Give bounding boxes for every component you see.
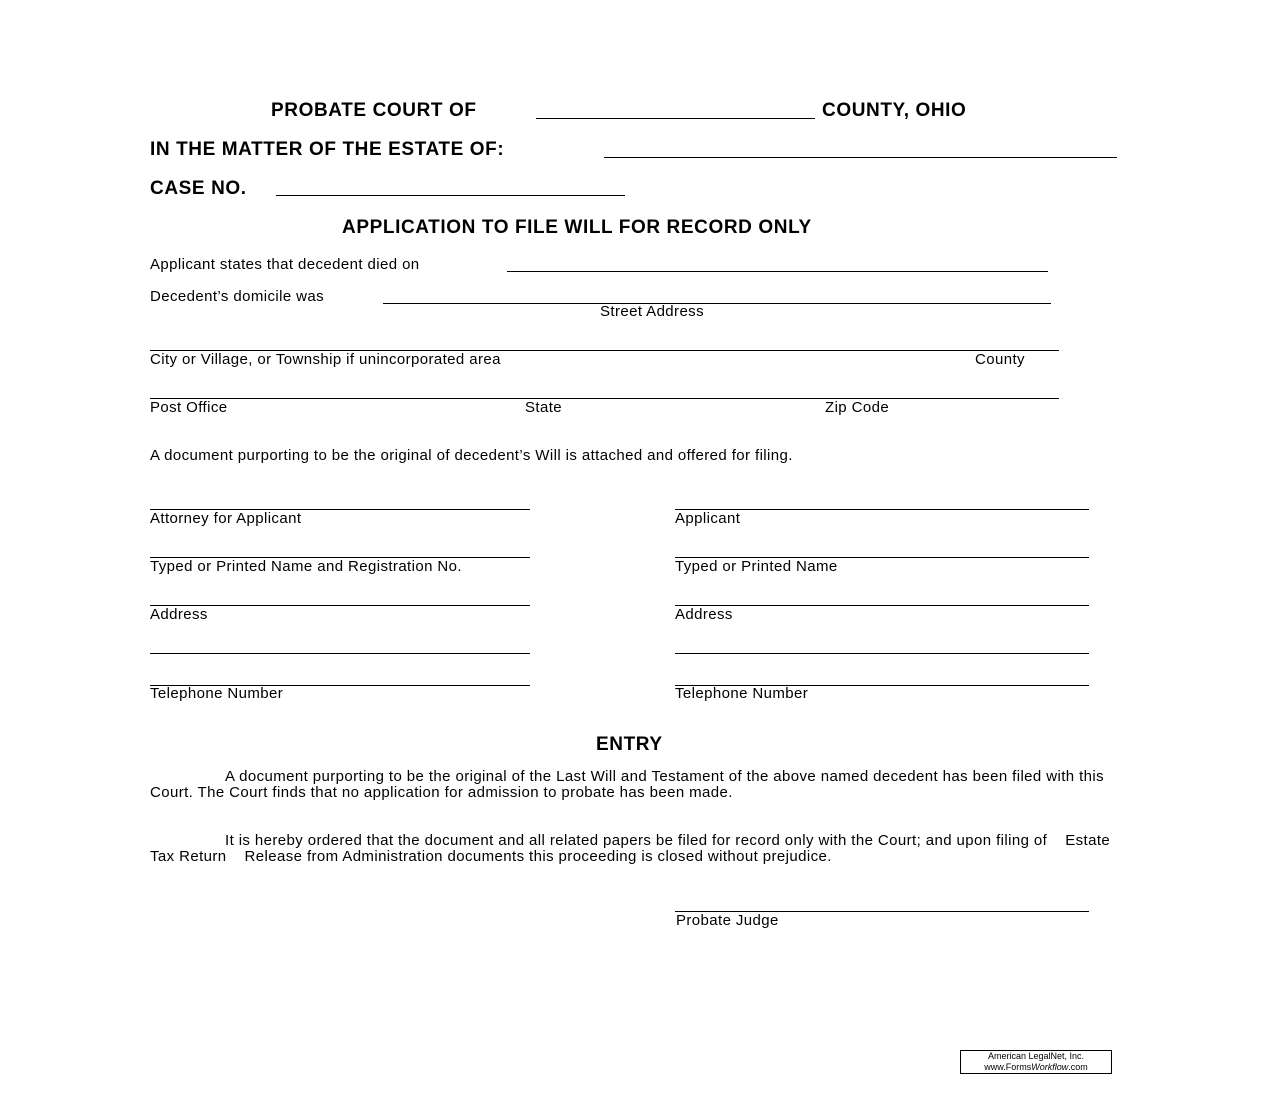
applicant-name-caption: Typed or Printed Name xyxy=(675,558,838,575)
street-address-blank-line[interactable] xyxy=(383,303,1051,304)
estate-label: IN THE MATTER OF THE ESTATE OF: xyxy=(150,139,505,160)
attorney-caption: Attorney for Applicant xyxy=(150,510,302,527)
estate-tax-return-option[interactable]: Estate Tax Return xyxy=(150,832,1111,865)
court-suffix: COUNTY, OHIO xyxy=(822,100,967,121)
footer-url xyxy=(961,1062,1111,1073)
american-legalnet-logo-box xyxy=(960,1050,1112,1074)
footer-url-suffix: .com xyxy=(1068,1062,1088,1072)
entry-paragraph-1-text: A document purporting to be the original of the Last Will and Testament of the above named decedent has been filed with this Court. The Court finds that no application for admission to probate has been made. xyxy=(150,768,1105,801)
release-from-administration-option[interactable]: Release from Administration documents xyxy=(244,848,525,865)
court-prefix: PROBATE COURT OF xyxy=(271,100,477,121)
domicile-label: Decedent’s domicile was xyxy=(150,288,325,305)
entry-paragraph-1 xyxy=(150,769,1115,801)
attorney-address-caption: Address xyxy=(150,606,208,623)
footer-url-italic: Workflow xyxy=(1031,1062,1069,1072)
applicant-address-line-2[interactable] xyxy=(675,653,1089,654)
footer-url-prefix: www.Forms xyxy=(984,1062,1032,1072)
entry-heading: ENTRY xyxy=(596,734,663,755)
city-caption: City or Village, or Township if unincorporated area xyxy=(150,351,501,368)
applicant-address-line[interactable] xyxy=(675,605,1089,606)
entry-paragraph-2-end: this proceeding is closed without prejudice. xyxy=(529,848,832,865)
died-on-label: Applicant states that decedent died on xyxy=(150,256,420,273)
post-office-blank-line[interactable] xyxy=(150,398,1059,399)
case-label: CASE NO. xyxy=(150,178,247,199)
state-caption: State xyxy=(525,399,563,416)
form-title: APPLICATION TO FILE WILL FOR RECORD ONLY xyxy=(342,217,812,238)
street-address-caption: Street Address xyxy=(600,303,704,320)
judge-caption: Probate Judge xyxy=(676,912,779,929)
applicant-address-caption: Address xyxy=(675,606,733,623)
attorney-name-caption: Typed or Printed Name and Registration No. xyxy=(150,558,462,575)
footer-company: American LegalNet, Inc. xyxy=(987,1051,1085,1061)
county-blank-line[interactable] xyxy=(536,118,815,119)
county-caption: County xyxy=(975,351,1025,368)
entry-paragraph-2 xyxy=(150,833,1115,865)
zip-caption: Zip Code xyxy=(825,399,890,416)
post-office-caption: Post Office xyxy=(150,399,228,416)
applicant-phone-caption: Telephone Number xyxy=(675,685,809,702)
death-date-blank-line[interactable] xyxy=(507,271,1048,272)
attached-statement: A document purporting to be the original of decedent’s Will is attached and offered for filing. xyxy=(150,447,793,464)
attorney-address-line-2[interactable] xyxy=(150,653,530,654)
entry-paragraph-2-start: It is hereby ordered that the document and all related papers be filed for record only with the Court; and upon filing of xyxy=(225,832,1048,849)
applicant-caption: Applicant xyxy=(675,510,741,527)
estate-name-blank-line[interactable] xyxy=(604,157,1117,158)
case-number-blank-line[interactable] xyxy=(276,195,625,196)
attorney-phone-caption: Telephone Number xyxy=(150,685,284,702)
